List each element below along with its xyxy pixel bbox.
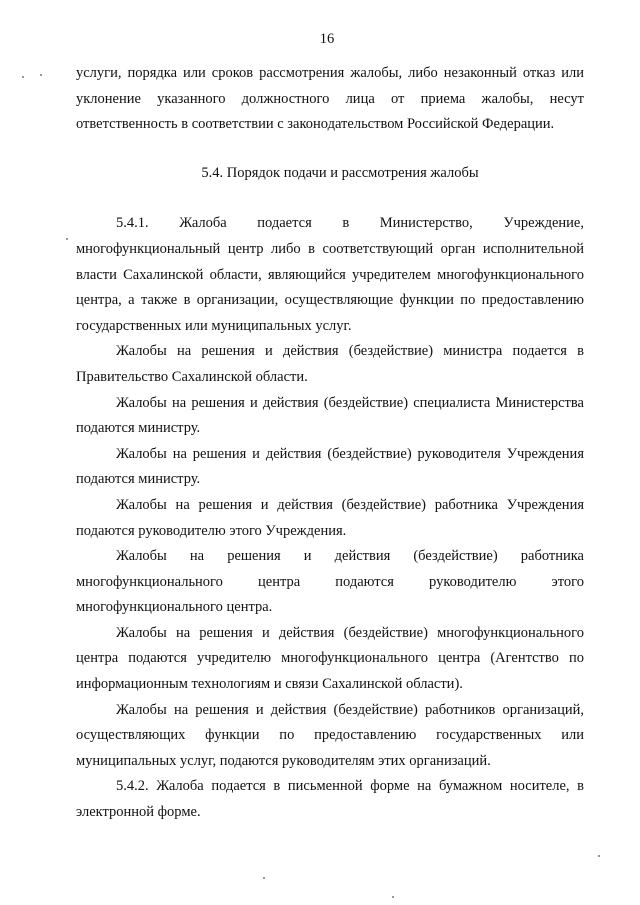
paragraph-5-4-2: 5.4.2. Жалоба подается в письменной форме на бумажном носителе, в электронной форме. (76, 778, 584, 821)
scan-speck (66, 238, 68, 240)
paragraph-institution-employee-complaints: Жалобы на решения и действия (бездействие) работника Учреждения подаются руководителю этого Учреждения. (76, 496, 584, 539)
paragraph-specialist-complaints: Жалобы на решения и действия (бездействие) специалиста Министерства подаются министру. (76, 394, 584, 437)
paragraph-head-of-institution-complaints: Жалобы на решения и действия (бездействие) руководителя Учреждения подаются министру. (76, 445, 584, 488)
paragraph-minister-complaints: Жалобы на решения и действия (бездействие) министра подается в Правительство Сахалинской области. (76, 343, 584, 385)
page-number: 16 (319, 31, 335, 47)
scan-speck (392, 896, 394, 898)
paragraph-mfc-complaints: Жалобы на решения и действия (бездействие) многофункционального центра подаются учредителю многофункционального центра (Агентство по информационным технологиям и связи Сахалинской области). (76, 624, 584, 693)
paragraph-5-4-1: 5.4.1. Жалоба подается в Министерство, Учреждение, многофункциональный центр либо в соответствующий орган исполнительной власти Сахалинской области, являющийся учредителем многофункционального центра, а также в организации, осуществляющие функции по предоставлению государственных или муниципальных услуг. (76, 215, 584, 334)
document-body (76, 61, 584, 826)
section-heading: 5.4. Порядок подачи и рассмотрения жалобы (201, 164, 479, 181)
scan-speck (40, 74, 42, 76)
paragraph-mfc-employee-complaints: Жалобы на решения и действия (бездействие) работника многофункционального центра подаются руководителю этого многофункционального центра. (76, 548, 584, 616)
paragraph-organization-complaints: Жалобы на решения и действия (бездействие) работников организаций, осуществляющих функции по предоставлению государственных или муниципальных услуг, подаются руководителям этих организаций. (76, 701, 584, 769)
intro-paragraph: услуги, порядка или сроков рассмотрения жалобы, либо незаконный отказ или уклонение указанного должностного лица от приема жалобы, несут ответственность в соответствии с законодательством Российской Федерации. (76, 65, 584, 133)
scan-speck (22, 76, 24, 78)
scan-speck (598, 855, 600, 857)
scan-speck (263, 877, 265, 879)
